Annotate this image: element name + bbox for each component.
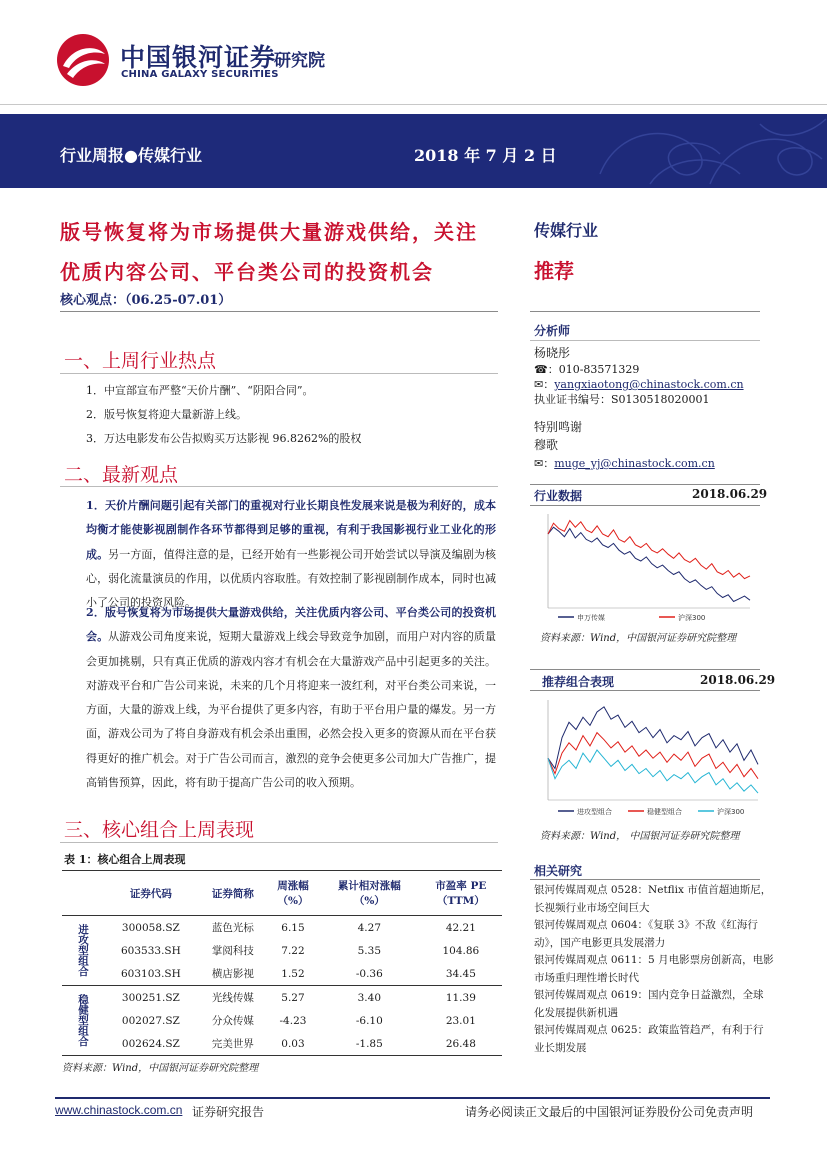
report-type: 行业周报●传媒行业 <box>60 146 202 165</box>
cell-cum: 3.40 <box>357 991 382 1004</box>
related-item[interactable]: 银河传媒周观点 0625：政策监管趋严，有利于行业长期发展 <box>534 1024 764 1054</box>
analyst-divider <box>530 340 760 341</box>
core-view-label: 核心观点：（06.25-07.01） <box>60 293 232 308</box>
opinion-1-text: 另一方面，值得注意的是，已经开始有一些影视公司开始尝试以导演及编剧为核心，弱化流量演员的作用，以优质内容取胜。有效控制了影视剧制作成本，同时也减小了公司的投资风险。 <box>86 547 497 610</box>
opinion-2-bold: 2．版号恢复将为市场提供大量游戏供给，关注优质内容公司、平台类公司的投资机会。 <box>86 606 496 644</box>
mail-icon: ✉ <box>534 457 544 470</box>
table-caption: 表 1：核心组合上周表现 <box>64 853 186 866</box>
table-source: 资料来源：Wind，中国银河证券研究院整理 <box>62 1063 259 1074</box>
cell-pe: 34.45 <box>445 967 476 980</box>
cell-weekly: 0.03 <box>281 1037 305 1050</box>
table-row <box>62 962 502 986</box>
cell-cum: -1.85 <box>355 1037 383 1050</box>
sidebar-rating: 推荐 <box>534 259 574 283</box>
legend-label: 申万传媒 <box>577 614 605 622</box>
cell-code: 300058.SZ <box>121 921 180 934</box>
institute-label: 研究院 <box>274 51 325 71</box>
analyst-cert: 执业证书编号：S0130518020001 <box>534 393 710 406</box>
industry-data-rule <box>530 505 760 506</box>
portfolio-line-chart <box>534 694 764 820</box>
phone-icon: ☎ <box>534 363 548 376</box>
cell-name: 光线传媒 <box>211 992 254 1004</box>
title-divider <box>60 311 498 312</box>
cell-weekly: 5.27 <box>281 991 305 1004</box>
legend-label: 沪深300 <box>678 614 706 622</box>
cell-weekly: -4.23 <box>279 1014 307 1027</box>
cell-cum: -6.10 <box>355 1014 383 1027</box>
related-item[interactable]: 银河传媒周观点 0604：《复联 3》不敌《红海行动》，国产电影更具发展潜力 <box>534 919 758 949</box>
footer-divider <box>55 1097 770 1099</box>
hotspot-list <box>86 379 361 451</box>
analyst-email-row: ✉：yangxiaotong@chinastock.com.cn <box>534 378 744 391</box>
table-row <box>62 1032 502 1056</box>
report-title-line2: 优质内容公司、平台类公司的投资机会 <box>60 260 434 284</box>
related-list <box>534 882 774 1057</box>
company-name-en: CHINA GALAXY SECURITIES <box>121 69 279 80</box>
section3-divider <box>60 842 498 843</box>
series-line-稳健型组合 <box>548 733 758 779</box>
col-pe: 市盈率 PE （TTM） <box>435 880 487 907</box>
chart2-source: 资料来源：Wind， 中国银河证券研究院整理 <box>540 831 740 842</box>
footer-website-link[interactable]: www.chinastock.com.cn <box>55 1103 183 1117</box>
thanks-name: 穆歌 <box>534 438 559 452</box>
list-item: 3．万达电影发布公告拟购买万达影视 96.8262%的股权 <box>86 432 362 445</box>
related-heading: 相关研究 <box>534 864 583 878</box>
col-code: 证券代码 <box>129 887 172 900</box>
related-item[interactable]: 银河传媒周观点 0619：国内竞争日益激烈，全球化发展提供新机遇 <box>534 989 764 1019</box>
thanks-email-link[interactable]: muge_yj@chinastock.com.cn <box>554 457 715 470</box>
portfolio-top-rule <box>530 669 760 670</box>
portfolio-date: 2018.06.29 <box>700 673 776 687</box>
series-line-申万传媒 <box>548 527 750 601</box>
opinion-paragraph-2 <box>86 601 496 795</box>
analyst-phone: ☎：010-83571329 <box>534 363 640 376</box>
related-item[interactable]: 银河传媒周观点 0611：5 月电影票房创新高，电影市场重归理性增长时代 <box>534 954 774 984</box>
analyst-email-link[interactable]: yangxiaotong@chinastock.com.cn <box>554 378 744 391</box>
swirl-decoration-icon <box>560 114 827 188</box>
list-item: 2．版号恢复将迎大量新游上线。 <box>86 408 247 421</box>
opinion-1-bold: 1．天价片酬问题引起有关部门的重视对行业长期良性发展来说是极为利好的，成本均衡才能使影视剧制作各环节都得到足够的重视，有利于我国影视行业工业化的形成。 <box>86 499 496 561</box>
section3-heading: 三、核心组合上周表现 <box>64 819 255 841</box>
report-title-line1: 版号恢复将为市场提供大量游戏供给，关注 <box>60 220 478 244</box>
section2-heading: 二、最新观点 <box>64 464 179 486</box>
cell-name: 蓝色光标 <box>211 922 254 934</box>
report-date: 2018 年 7 月 2 日 <box>414 146 557 165</box>
section1-heading: 一、上周行业热点 <box>64 350 217 372</box>
header-divider <box>0 104 827 105</box>
series-line-沪深300 <box>548 750 758 793</box>
thanks-email-row: ✉：muge_yj@chinastock.com.cn <box>534 457 715 470</box>
cell-name: 分众传媒 <box>211 1015 254 1027</box>
cell-cum: -0.36 <box>355 967 383 980</box>
industry-data-top-rule <box>530 484 760 485</box>
opinion-paragraph-1 <box>86 494 496 615</box>
section2-divider <box>60 486 498 487</box>
group-label-stable: 稳健型组合 <box>77 994 89 1047</box>
chart1-source: 资料来源：Wind，中国银河证券研究院整理 <box>540 633 737 644</box>
cell-code: 002027.SZ <box>121 1014 180 1027</box>
series-line-进攻型组合 <box>548 707 758 769</box>
cell-pe: 42.21 <box>445 921 476 934</box>
cell-name: 横店影视 <box>211 968 254 980</box>
legend-label: 稳健型组合 <box>647 808 682 816</box>
sidebar-divider-top <box>530 311 760 312</box>
footer-disclaimer: 请务必阅读正文最后的中国银河证券股份公司免责声明 <box>465 1105 754 1119</box>
portfolio-table <box>62 870 502 1056</box>
cell-name: 完美世界 <box>211 1038 254 1050</box>
col-name: 证券简称 <box>211 887 254 900</box>
legend-label: 进攻型组合 <box>577 808 612 816</box>
cell-code: 603103.SH <box>121 967 181 980</box>
thanks-label: 特别鸣谢 <box>534 420 583 434</box>
series-line-沪深300 <box>548 521 750 579</box>
related-divider <box>530 879 760 880</box>
cell-weekly: 1.52 <box>281 967 305 980</box>
col-cum: 累计相对涨幅 （%） <box>337 880 401 907</box>
cell-code: 300251.SZ <box>121 991 180 1004</box>
cell-pe: 26.48 <box>445 1037 476 1050</box>
group-label-aggressive: 进攻型组合 <box>77 924 89 977</box>
table-row <box>62 986 502 1010</box>
company-name-cn: 中国银河证券 <box>120 43 277 72</box>
cell-code: 603533.SH <box>121 944 181 957</box>
footer-label: 证券研究报告 <box>192 1105 265 1119</box>
list-item: 1．中宣部宣布严整“天价片酬”、“阴阳合同”。 <box>86 384 314 397</box>
analyst-heading: 分析师 <box>534 324 571 338</box>
section1-divider <box>60 373 498 374</box>
industry-data-heading: 行业数据 <box>534 489 583 503</box>
opinion-2-text: 从游戏公司角度来说，短期大量游戏上线会导致竞争加剧，而用户对内容的质量会更加挑剔，只有真正优质的游戏内容才有机会在大量游戏产品中引起更多的关注。对游戏平台和广告公司来说，未来的几个月将迎来一波红利，对平台类公司来说，一方面，大量的游戏上线，为平台提供了更多内容，有助于平台用户量的爆发。另一方面，游戏公司为了将自身游戏有机会杀出重围，必然会投入更多的资源从而在平台获得更好的推广机会。对于广告公司而言，激烈的竞争会使更多公司加大广告推广，提高销售预算，因此，将有助于提高广告公司的收入预期。 <box>86 630 497 790</box>
cell-name: 掌阅科技 <box>211 945 254 957</box>
company-logo-icon <box>55 32 111 88</box>
portfolio-heading: 推荐组合表现 <box>542 675 615 689</box>
cell-pe: 104.86 <box>442 944 480 957</box>
mail-icon: ✉ <box>534 378 544 391</box>
analyst-name: 杨晓彤 <box>534 346 571 360</box>
cell-weekly: 6.15 <box>281 921 305 934</box>
col-weekly: 周涨幅 （%） <box>277 880 309 907</box>
cell-code: 002624.SZ <box>121 1037 180 1050</box>
industry-line-chart <box>534 508 760 626</box>
sidebar-industry: 传媒行业 <box>534 221 599 240</box>
cell-cum: 4.27 <box>357 921 382 934</box>
table-row <box>62 1009 502 1032</box>
cell-pe: 23.01 <box>445 1014 476 1027</box>
legend-label: 沪深300 <box>717 808 745 816</box>
related-item[interactable]: 银河传媒周观点 0528：Netflix 市值首超迪斯尼，长视频行业市场空间巨大 <box>534 884 772 914</box>
portfolio-rule <box>530 690 760 691</box>
cell-cum: 5.35 <box>357 944 382 957</box>
table-row <box>62 916 502 940</box>
cell-pe: 11.39 <box>445 991 476 1004</box>
table-row <box>62 939 502 962</box>
cell-weekly: 7.22 <box>281 944 305 957</box>
industry-data-date: 2018.06.29 <box>692 487 768 501</box>
